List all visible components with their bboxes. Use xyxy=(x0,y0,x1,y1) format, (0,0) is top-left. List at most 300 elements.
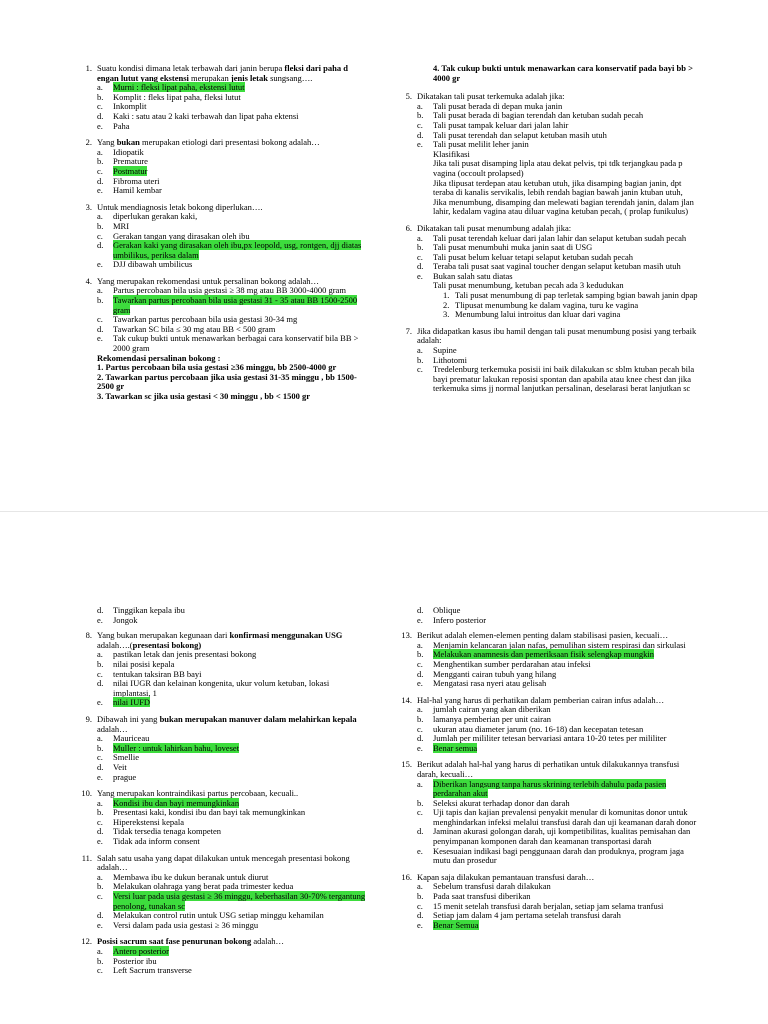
option-text xyxy=(113,773,366,783)
option-label: Menghentikan sumber perdarahan atau infeksi xyxy=(433,658,591,669)
option-text xyxy=(113,753,366,763)
option-label: Tali pusat berada di bagian terendah dan ketuban sudah pecah xyxy=(433,110,644,121)
question-header xyxy=(76,854,366,873)
option-letter: a. xyxy=(417,778,423,789)
option-letter: b. xyxy=(417,891,424,902)
option-label: Premature xyxy=(113,156,148,167)
page2-left-column xyxy=(76,606,366,983)
bold-text: jenis letak xyxy=(230,72,268,83)
explanation-line: Jika menumbung, disamping dan melewati bagian terendah janin, dalam jlan lahir, kedalam vagina atau diluar vagina ketuban pecah, ( prolap funikulus) xyxy=(433,196,694,217)
option-letter: a. xyxy=(97,211,103,222)
answer-option xyxy=(417,365,698,394)
answer-option xyxy=(97,334,366,353)
highlighted-answer: Melakukan anamnesis dan pemeriksaan fisik selengkap mungkin xyxy=(433,649,654,660)
option-text xyxy=(113,892,366,911)
question-number: 13. xyxy=(401,630,412,641)
option-letter: e. xyxy=(97,614,103,625)
question-text xyxy=(97,854,366,873)
option-letter: b. xyxy=(97,156,104,167)
option-letter: b. xyxy=(97,295,104,306)
option-letter: c. xyxy=(417,364,423,375)
option-letter: e. xyxy=(97,836,103,847)
option-label: MRI xyxy=(113,220,130,231)
text-run: Hal-hal yang harus di perhatikan dalam pemberian cairan infus adalah… xyxy=(417,694,665,705)
option-label: DJJ dibawah umbilicus xyxy=(113,259,193,270)
recommendation-note: Rekomendasi persalinan bokong : xyxy=(97,352,221,363)
option-text xyxy=(113,212,366,222)
text-run: Berikut adalah hal-hal yang harus di perhatikan untuk dilakukannya transfusi darah, kecuali… xyxy=(417,759,680,779)
option-text xyxy=(113,606,366,616)
sublist-number: 3. xyxy=(443,309,450,320)
option-label: jumlah cairan yang akan diberikan xyxy=(433,704,551,715)
option-label: Tali pusat terendah keluar dari jalan lahir dan selaput ketuban sudah pecah xyxy=(433,232,687,243)
option-letter: c. xyxy=(97,816,103,827)
option-letter: b. xyxy=(97,955,104,966)
answer-option xyxy=(97,616,366,626)
option-label: Melakukan control rutin untuk USG setiap minggu kehamilan xyxy=(113,910,324,921)
text-run: adalah… xyxy=(97,723,128,734)
option-letter: e. xyxy=(97,120,103,131)
option-label: Komplit : fleks lipat paha, fleksi lutut xyxy=(113,91,241,102)
text-run: Untuk mendiagnosis letak bokong diperlukan…. xyxy=(97,201,263,212)
option-label: Versi dalam pada usia gestasi ≥ 36 minggu xyxy=(113,919,259,930)
highlighted-answer: Murni : fleksi lipat paha, ekstensi lutut xyxy=(113,82,245,93)
bold-text: bukan xyxy=(116,137,140,148)
question xyxy=(396,696,698,754)
option-text xyxy=(113,837,366,847)
question xyxy=(76,203,366,270)
option-letter: d. xyxy=(97,678,104,689)
question-header xyxy=(76,64,366,83)
option-letter: a. xyxy=(97,797,103,808)
option-label: diperlukan gerakan kaki, xyxy=(113,211,198,222)
option-text xyxy=(113,157,366,167)
recommendation-note: 1. Partus percobaan bila usia gestasi ≥36 minggu, bb 2500-4000 gr xyxy=(97,362,337,373)
option-label: Menjamin kelancaran jalan nafas, pemulihan sistem respirasi dan sirkulasi xyxy=(433,639,686,650)
question-header xyxy=(76,715,366,734)
option-letter: e. xyxy=(417,678,423,689)
option-label: prague xyxy=(113,771,137,782)
option-letter: a. xyxy=(417,639,423,650)
option-label: 15 menit setelah transfusi darah berjalan, setiap jam selama tranfusi xyxy=(433,900,664,911)
question-text: Dikatakan tali pusat menumbung adalah jika: xyxy=(417,222,572,233)
option-text xyxy=(113,698,366,708)
text-run: Salah satu usaha yang dapat dilakukan untuk mencegah presentasi bokong adalah… xyxy=(97,852,350,873)
question-7 xyxy=(396,327,698,394)
option-letter: a. xyxy=(97,871,103,882)
option-label: Seleksi akurat terhadap donor dan darah xyxy=(433,797,570,808)
answer-option xyxy=(97,966,366,976)
question xyxy=(76,854,366,931)
option-label: Oblique xyxy=(433,605,461,615)
option-letter: c. xyxy=(97,165,103,176)
option-text xyxy=(433,679,698,689)
question-number: 2. xyxy=(85,137,92,148)
question-number: 3. xyxy=(85,201,92,212)
option-text xyxy=(433,808,698,827)
question-number: 1. xyxy=(85,63,92,73)
option-letter: c. xyxy=(97,752,103,763)
option-letter: b. xyxy=(417,797,424,808)
option-letter: e. xyxy=(97,919,103,930)
option-letter: b. xyxy=(97,220,104,231)
option-letter: e. xyxy=(97,697,103,708)
option-letter: e. xyxy=(417,139,423,150)
option-label: Tredelenburg terkemuka posisii ini baik dilakukan sc sblm ktuban pecah bila bayi prematur lakukan reposisi spontan dan apabila atau knee chest dan jika terkemuka sims jj normal lanjutkan persalinan, deselarasi berat lanjutkan sc xyxy=(433,364,695,394)
question-number: 8. xyxy=(85,630,92,641)
option-letter: c. xyxy=(97,230,103,241)
answer-option xyxy=(97,260,366,270)
option-letter: e. xyxy=(417,614,423,625)
answer-option xyxy=(97,296,366,315)
question-text xyxy=(97,715,366,734)
option-label: Supine xyxy=(433,345,457,356)
option-label: Mengatasi rasa nyeri atau gelisah xyxy=(433,678,547,689)
option-letter: d. xyxy=(97,110,104,121)
option-letter: e. xyxy=(97,259,103,270)
question xyxy=(76,277,366,402)
text-run: merupakan xyxy=(188,72,231,83)
question-number: 9. xyxy=(85,713,92,724)
option-text xyxy=(113,241,366,260)
option-text xyxy=(433,346,698,356)
option-letter: c. xyxy=(417,119,423,130)
option-letter: b. xyxy=(417,110,424,121)
option-label: Kesesuaian indikasi bagi penggunaan darah dan produknya, program jaga mutu dan prosedur xyxy=(433,845,684,866)
recommendation-note: 2. Tawarkan partus percobaan jika usia gestasi 31-35 minggu , bb 1500-2500 gr xyxy=(97,371,357,392)
answer-option xyxy=(97,186,366,196)
option-label: Tawarkan SC bila ≤ 30 mg atau BB < 500 gram xyxy=(113,323,276,334)
question xyxy=(76,631,366,708)
question xyxy=(76,138,366,196)
option-letter: e. xyxy=(97,185,103,196)
highlighted-answer: Muller : untuk lahirkan bahu, loveset xyxy=(113,742,240,753)
option-label: pastikan letak dan jenis presentasi bokong xyxy=(113,649,257,660)
question xyxy=(76,789,366,847)
answer-option xyxy=(97,837,366,847)
question-text: Jika didapatkan kasus ibu hamil dengan tali pusat menumbung posisi yang terbaik adalah: xyxy=(417,325,697,346)
option-letter: d. xyxy=(417,910,424,921)
option-text xyxy=(113,122,366,132)
option-text xyxy=(113,334,366,353)
option-letter: a. xyxy=(417,881,423,892)
option-label: Hamil kembar xyxy=(113,185,162,196)
option-label: Inkomplit xyxy=(113,101,147,112)
option-text xyxy=(433,847,698,866)
answer-option xyxy=(417,847,698,866)
option-letter: a. xyxy=(417,704,423,715)
option-label: Jaminan akurasi golongan darah, uji kompetibilitas, kualitas pemisahan dan penyimpanan komponen darah dan keamanan transportasi darah xyxy=(433,826,691,847)
option-label: Tali pusat berada di depan muka janin xyxy=(433,100,563,111)
option-letter: b. xyxy=(97,742,104,753)
option-text xyxy=(433,616,698,626)
option-label: Bukan salah satu diatas xyxy=(433,270,513,281)
answer-option xyxy=(97,773,366,783)
option-letter: a. xyxy=(97,733,103,744)
option-label: Smellie xyxy=(113,752,139,763)
text-run: Berikut adalah elemen-elemen penting dalam stabilisasi pasien, kecuali… xyxy=(417,630,669,641)
option-letter: c. xyxy=(417,723,423,734)
option-label: Setiap jam dalam 4 jam pertama setelah transfusi darah xyxy=(433,910,621,921)
option-text xyxy=(113,186,366,196)
question xyxy=(76,937,366,975)
question xyxy=(396,873,698,931)
q4-continuation: 4. Tak cukup bukti untuk menawarkan cara konservatif pada bayi bb > 4000 gr xyxy=(433,63,693,83)
question-number: 10. xyxy=(81,788,92,799)
option-letter: b. xyxy=(417,713,424,724)
option-letter: b. xyxy=(97,91,104,102)
option-letter: b. xyxy=(97,658,104,669)
option-text xyxy=(433,744,698,754)
option-label: Partus percobaan bila usia gestasi ≥ 38 mg atau BB 3000-4000 gram xyxy=(113,285,346,296)
answer-option xyxy=(97,122,366,132)
option-letter: d. xyxy=(97,175,104,186)
option-letter: d. xyxy=(417,129,424,140)
question xyxy=(76,64,366,131)
question-number: 7. xyxy=(405,325,412,336)
option-text xyxy=(113,93,366,103)
option-letter: c. xyxy=(417,900,423,911)
highlighted-answer: nilai IUFD xyxy=(113,697,151,708)
page2-right-column xyxy=(396,606,698,937)
option-label: Sebelum transfusi darah dilakukan xyxy=(433,881,551,892)
highlighted-answer: Gerakan kaki yang dirasakan oleh ibu,px leopold, usg, rontgen, djj diatas umbilikus, periksa dalam xyxy=(113,240,362,260)
option-label: Mauriceau xyxy=(113,733,150,744)
explanation-line: Jika tali pusat disamping lipla atau dekat pelvis, tpi tdk terjangkau pada p vagina (occoult prolapsed) xyxy=(433,158,683,178)
question-text xyxy=(417,760,698,779)
option-letter: c. xyxy=(417,251,423,262)
option-label: Idiopatik xyxy=(113,146,144,157)
option-letter: c. xyxy=(97,668,103,679)
option-label: Tawarkan partus percobaan bila usia gestasi 30-34 mg xyxy=(113,314,298,325)
option-label: Presentasi kaki, kondisi ibu dan bayi tak memungkinkan xyxy=(113,807,306,818)
document-page-2 xyxy=(0,512,768,1024)
answer-option xyxy=(97,921,366,931)
option-label: Pada saat transfusi diberikan xyxy=(433,891,531,902)
option-letter: b. xyxy=(97,807,104,818)
highlighted-answer: Diberikan langsung tanpa harus skrining terlebih dahulu pada pasien perdarahan akut xyxy=(433,778,667,799)
option-text xyxy=(113,616,366,626)
option-letter: a. xyxy=(97,285,103,296)
option-letter: e. xyxy=(97,333,103,344)
option-label: Tali pusat melilit leher janin xyxy=(433,139,529,150)
option-text xyxy=(433,921,698,931)
option-letter: b. xyxy=(97,881,104,892)
option-letter: b. xyxy=(417,354,424,365)
option-label: Gerakan tangan yang dirasakan oleh ibu xyxy=(113,230,250,241)
option-letter: c. xyxy=(97,965,103,976)
option-label: Tinggikan kepala ibu xyxy=(113,605,185,615)
answer-option xyxy=(417,744,698,754)
option-label: Veit xyxy=(113,761,127,772)
explanation-line: Tali pusat menumbung, ketuban pecah ada 3 kedudukan xyxy=(433,280,624,291)
question xyxy=(76,715,366,782)
answer-option xyxy=(417,780,698,799)
option-label: ukuran atau diameter jarum (no. 16-18) dan kecepatan tetesan xyxy=(433,723,644,734)
question-number: 4. xyxy=(85,275,92,286)
question-text xyxy=(97,64,366,83)
highlighted-answer: Tawarkan partus percobaan bila usia gestasi 31 - 35 atau BB 1500-2500 gram xyxy=(113,295,358,315)
option-text xyxy=(433,365,698,394)
answer-option xyxy=(417,808,698,827)
option-letter: e. xyxy=(417,742,423,753)
option-letter: d. xyxy=(97,761,104,772)
highlighted-answer: Versi luar pada usia gestasi ≥ 36 minggu, keberhasilan 30-70% tergantung penolong, tunakan sc xyxy=(113,891,366,911)
answer-option xyxy=(97,892,366,911)
option-letter: e. xyxy=(417,845,423,856)
sublist-number: 1. xyxy=(443,290,450,301)
option-letter: d. xyxy=(417,826,424,837)
option-text xyxy=(433,827,698,846)
bold-text: fleksi dari paha d engan lutut yang ekstensi xyxy=(97,63,348,83)
question-number: 14. xyxy=(401,694,412,705)
text-run: Yang xyxy=(97,137,117,148)
sublist-text: Menumbung lalui introitus dan kluar dari vagina xyxy=(455,309,621,320)
question-number: 16. xyxy=(401,871,412,882)
text-run: Suatu kondisi dimana letak terbawah dari janin berupa xyxy=(97,63,285,73)
option-label: Tidak ada inform consent xyxy=(113,836,200,847)
option-label: Jongok xyxy=(113,614,138,625)
option-letter: d. xyxy=(417,668,424,679)
option-label: Lithotomi xyxy=(433,354,467,365)
option-text xyxy=(113,744,366,754)
option-letter: a. xyxy=(417,345,423,356)
option-label: Jumlah per mililiter tetesan bervariasi antara 10-20 tetes per mililiter xyxy=(433,733,667,744)
bold-text: presentasi bokong) xyxy=(132,639,202,650)
option-label: nilai IUGR dan kelainan kongenita, ukur volum ketuban, lokasi implantasi, 1 xyxy=(113,678,330,698)
text-run: sungsang…. xyxy=(267,72,313,83)
option-label: lamanya pemberian per unit cairan xyxy=(433,713,551,724)
option-letter: a. xyxy=(97,146,103,157)
option-label: Tali pusat tampak keluar dari jalan lahir xyxy=(433,119,569,130)
option-label: Paha xyxy=(113,120,130,131)
option-letter: a. xyxy=(97,946,103,956)
option-label: Posterior ibu xyxy=(113,955,157,966)
text-run: Kapan saja dilakukan pemantauan transfusi darah… xyxy=(417,871,595,882)
sublist-item xyxy=(443,310,698,320)
option-label: Tak cukup bukti untuk menawarkan berbagai cara konservatif bila BB > 2000 gram xyxy=(113,333,359,354)
option-letter: a. xyxy=(97,649,103,660)
bold-text: Posisi sacrum saat fase penurunan bokong xyxy=(97,936,252,947)
option-letter: d. xyxy=(97,826,104,837)
option-letter: e. xyxy=(417,270,423,281)
question-header xyxy=(396,760,698,779)
option-label: tentukan taksiran BB bayi xyxy=(113,668,202,679)
answer-option xyxy=(97,679,366,698)
option-label: nilai posisi kepala xyxy=(113,658,175,669)
explanation-line: Jika tlipusat terdepan atau ketuban utuh, jika disamping bagian janin, dpt teraba di kanalis servikalis, lebih rendah bagian bawah janin ktuban utuh, xyxy=(433,177,683,198)
option-letter: d. xyxy=(97,605,104,615)
option-label: Hiperekstensi kepala xyxy=(113,816,185,827)
option-letter: d. xyxy=(417,605,424,615)
question-6 xyxy=(396,224,698,320)
option-text xyxy=(433,140,698,150)
option-letter: d. xyxy=(97,910,104,921)
answer-option xyxy=(417,921,698,931)
question xyxy=(396,760,698,866)
option-letter: a. xyxy=(417,100,423,111)
question-number: 15. xyxy=(401,759,412,770)
option-letter: a. xyxy=(97,82,103,93)
text-run: Dibawah ini yang xyxy=(97,713,160,724)
option-letter: a. xyxy=(417,232,423,243)
option-label: Infero posterior xyxy=(433,614,487,625)
option-label: Left Sacrum transverse xyxy=(113,965,192,976)
bold-text: konfirmasi menggunakan USG xyxy=(229,630,343,641)
answer-option xyxy=(97,698,366,708)
option-label: Uji tapis dan kajian prevalensi penyakit menular di komunitas donor untuk menghindarkan infeksi melalui transfusi darah dan uji keamanan darah donor xyxy=(433,807,697,827)
page1-right-column xyxy=(396,64,698,401)
option-text xyxy=(113,296,366,315)
option-letter: b. xyxy=(417,649,424,660)
question-header xyxy=(76,631,366,650)
answer-option xyxy=(97,753,366,763)
option-letter: d. xyxy=(417,261,424,272)
option-label: Teraba tali pusat saat vaginal toucher dengan selaput ketuban masih utuh xyxy=(433,261,681,272)
option-text xyxy=(113,921,366,931)
option-label: Mengganti cairan tubuh yang hilang xyxy=(433,668,557,679)
question-number: 12. xyxy=(81,936,92,947)
recommendation-note: 3. Tawarkan sc jika usia gestasi < 30 minggu , bb < 1500 gr xyxy=(97,391,311,401)
question-number: 6. xyxy=(405,222,412,233)
option-text xyxy=(433,780,698,799)
question xyxy=(396,631,698,689)
text-run: Yang bukan merupakan kegunaan dari xyxy=(97,630,230,641)
option-letter: c. xyxy=(417,807,423,818)
option-label: Tali pusat menumbuhi muka janin saat di USG xyxy=(433,242,593,253)
option-text xyxy=(113,148,366,158)
option-letter: c. xyxy=(97,891,103,902)
question-number: 11. xyxy=(81,852,92,863)
highlighted-answer: Postmatur xyxy=(113,165,148,176)
answer-option xyxy=(417,827,698,846)
option-label: Membawa ibu ke dukun beranak untuk diurut xyxy=(113,871,269,882)
answer-option xyxy=(97,212,366,222)
sublist-text: Tali pusat menumbung di pap terletak samping bgian bawah janin dpap xyxy=(455,290,698,301)
answer-option xyxy=(417,679,698,689)
option-label: Tali pusat belum keluar tetapi selaput ketuban sudah pecah xyxy=(433,251,634,262)
text-run: adalah… xyxy=(251,936,285,947)
page1-left-column xyxy=(76,64,366,409)
explanation-line: Klasifikasi xyxy=(433,148,470,159)
text-run: merupakan etiologi dari presentasi bokong adalah… xyxy=(139,137,320,148)
option-letter: d. xyxy=(97,240,104,251)
sublist-text: Tlipusat menumbung ke dalam vagina, turu ke vagina xyxy=(455,299,639,310)
highlighted-answer: Kondisi ibu dan bayi memungkinkan xyxy=(113,797,240,808)
text-run: Yang merupakan rekomendasi untuk persalinan bokong adalah… xyxy=(97,275,319,286)
option-letter: c. xyxy=(97,314,103,325)
option-label: Kaki : satu atau 2 kaki terbawah dan lipat paha ektensi xyxy=(113,110,299,121)
option-letter: d. xyxy=(97,323,104,334)
option-label: Fibroma uteri xyxy=(113,175,160,186)
answer-option xyxy=(97,763,366,773)
option-text xyxy=(113,966,366,976)
option-label: Melakukan olahraga yang berat pada trimester kedua xyxy=(113,881,294,892)
option-label: Tidak tersedia tenaga kompeten xyxy=(113,826,222,837)
option-letter: c. xyxy=(97,101,103,112)
question-text xyxy=(97,631,366,650)
question-number: 5. xyxy=(405,91,412,102)
option-text xyxy=(113,763,366,773)
answer-option xyxy=(97,112,366,122)
question-text: Dikatakan tali pusat terkemuka adalah jika: xyxy=(417,91,565,102)
bold-text: bukan merupakan manuver dalam melahirkan kepala xyxy=(159,713,357,724)
option-label: Tali pusat terendah dan selaput ketuban masih utuh xyxy=(433,129,607,140)
question-5 xyxy=(396,92,698,217)
answer-option xyxy=(97,241,366,260)
highlighted-answer: Benar semua xyxy=(433,742,478,753)
option-letter: e. xyxy=(417,919,423,930)
